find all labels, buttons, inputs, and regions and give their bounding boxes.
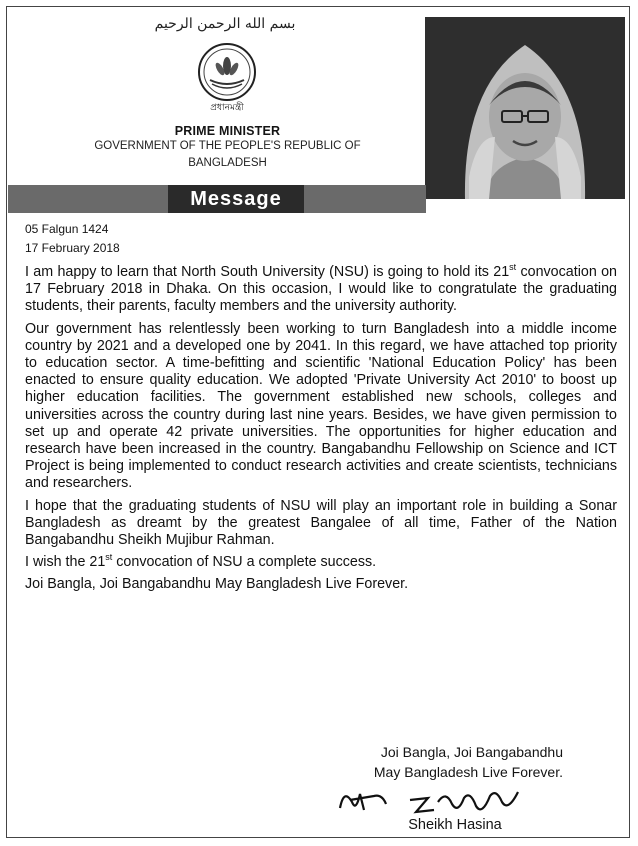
paragraph-2: Our government has relentlessly been working to turn Bangladesh into a middle income country by 2021 and a developed one by 2041. In this regard, we have attached top priority to education sector. A time-befitting and scientific 'National Education Policy' has been enacted to ensure quality education. We adopted 'Private University Act 2010' to boost up higher education facilities. The government established new schools, colleges and universities across the country during last nine years. Besides, we have given permission to set up and operate 42 private universities. The opportunities for higher education and research have been increased in the country. Bangabandhu Fellowship on Science and ICT Project is being implemented to conduct research activities and create scientists, technicians and researchers. xyxy=(25,320,617,492)
date-gregorian: 17 February 2018 xyxy=(25,241,120,255)
signer-name: Sheikh Hasina xyxy=(408,817,502,833)
banner-label: Message xyxy=(190,188,282,210)
government-line-2: BANGLADESH xyxy=(188,157,267,169)
portrait-photo xyxy=(425,17,625,199)
closing-line-2: May Bangladesh Live Forever. xyxy=(373,764,563,780)
paragraph-4: I wish the 21st convocation of NSU a complete success. xyxy=(25,552,377,571)
message-body xyxy=(25,264,617,599)
government-line-1: GOVERNMENT OF THE PEOPLE'S REPUBLIC OF xyxy=(94,140,361,152)
paragraph-3: I hope that the graduating students of NSU will play an important role in building a Sonar Bangladesh as dreamt by the greatest Bangalee of all time, Father of the Nation Bangabandhu Sheikh Mujibur Rahman. xyxy=(25,497,617,549)
header xyxy=(60,124,395,172)
pm-title: PRIME MINISTER xyxy=(174,124,281,138)
date-bengali: 05 Falgun 1424 xyxy=(25,222,109,236)
bismillah-calligraphy: بسم الله الرحمن الرحيم xyxy=(154,16,296,32)
closing xyxy=(318,742,563,782)
closing-line-1: Joi Bangla, Joi Bangabandhu xyxy=(380,744,563,760)
message-banner xyxy=(8,185,426,213)
emblem-icon xyxy=(194,42,260,114)
paragraph-5: Joi Bangla, Joi Bangabandhu May Bangladesh Live Forever. xyxy=(25,576,409,593)
svg-text:প্রধানমন্ত্রী: প্রধানমন্ত্রী xyxy=(210,103,244,113)
signature xyxy=(330,782,560,820)
paragraph-1: I am happy to learn that North South University (NSU) is going to hold its 21st convocation on 17 February 2018 in Dhaka. On this occasion, I would like to congratulate the graduating students, their parents, faculty members and the university authority. xyxy=(25,262,617,315)
